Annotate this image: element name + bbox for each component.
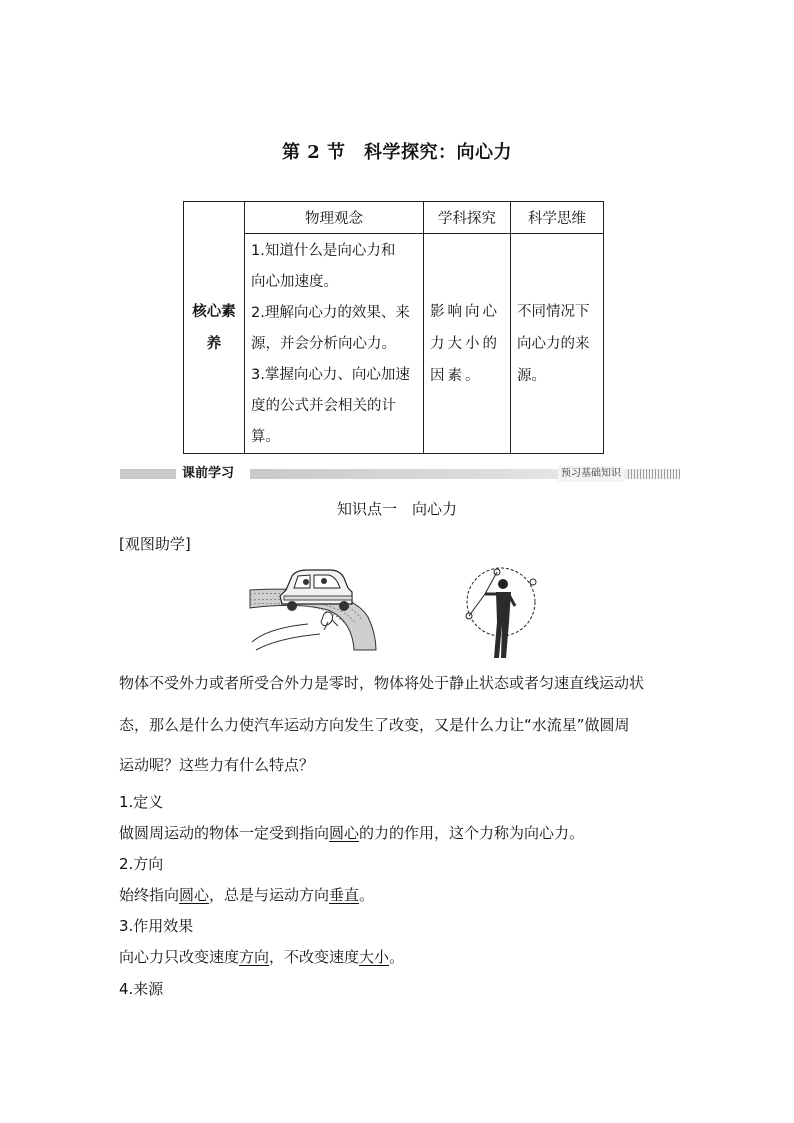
answer-direction: 方向 [239,948,270,966]
water-meteor-illustration [463,562,541,662]
banner-left-bar [120,469,176,479]
banner-right-label: 预习基础知识 [558,466,624,482]
thinking-cell: 不同情况下 向心力的来 源。 [511,234,604,454]
row-header: 核心素养 [184,202,245,454]
banner-label: 课前学习 [182,466,235,481]
figure-tag: [观图助学] [119,535,191,553]
intro-line-2: 态，那么是什么力使汽车运动方向发生了改变，又是什么力让“水流星”做圆周 [119,716,630,734]
effect-text: 向心力只改变速度方向，不改变速度大小。 [119,948,405,966]
header-thinking: 科学思维 [511,202,604,234]
definition-heading: 1.定义 [119,793,164,811]
source-heading: 4.来源 [119,980,164,998]
car-turning-illustration [248,562,382,652]
direction-text: 始终指向圆心，总是与运动方向垂直。 [119,886,375,904]
header-inquiry: 学科探究 [424,202,511,234]
inquiry-cell: 影响向心 力大小的 因素。 [424,234,511,454]
answer-center-2: 圆心 [179,886,210,904]
answer-magnitude: 大小 [359,948,390,966]
section-banner [120,465,680,483]
intro-line-3: 运动呢？这些力有什么特点？ [119,756,315,774]
header-physics-concept: 物理观念 [245,202,424,234]
knowledge-point-heading: 知识点一 向心力 [336,500,457,518]
definition-text: 做圆周运动的物体一定受到指向圆心的力的作用，这个力称为向心力。 [119,824,585,842]
core-literacy-table [183,201,604,454]
effect-heading: 3.作用效果 [119,917,194,935]
physics-concept-cell: 1.知道什么是向心力和 向心加速度。 2.理解向心力的效果、来 源，并会分析向心力。 3.掌握向心力、向心加速 度的公式并会相关的计 算。 [245,234,424,454]
page-title: 第 2 节 科学探究：向心力 [281,142,513,163]
banner-ticks [628,469,680,479]
answer-perpendicular: 垂直 [329,886,360,904]
answer-center: 圆心 [329,824,360,842]
direction-heading: 2.方向 [119,855,164,873]
intro-line-1: 物体不受外力或者所受合外力是零时，物体将处于静止状态或者匀速直线运动状 [119,674,645,692]
